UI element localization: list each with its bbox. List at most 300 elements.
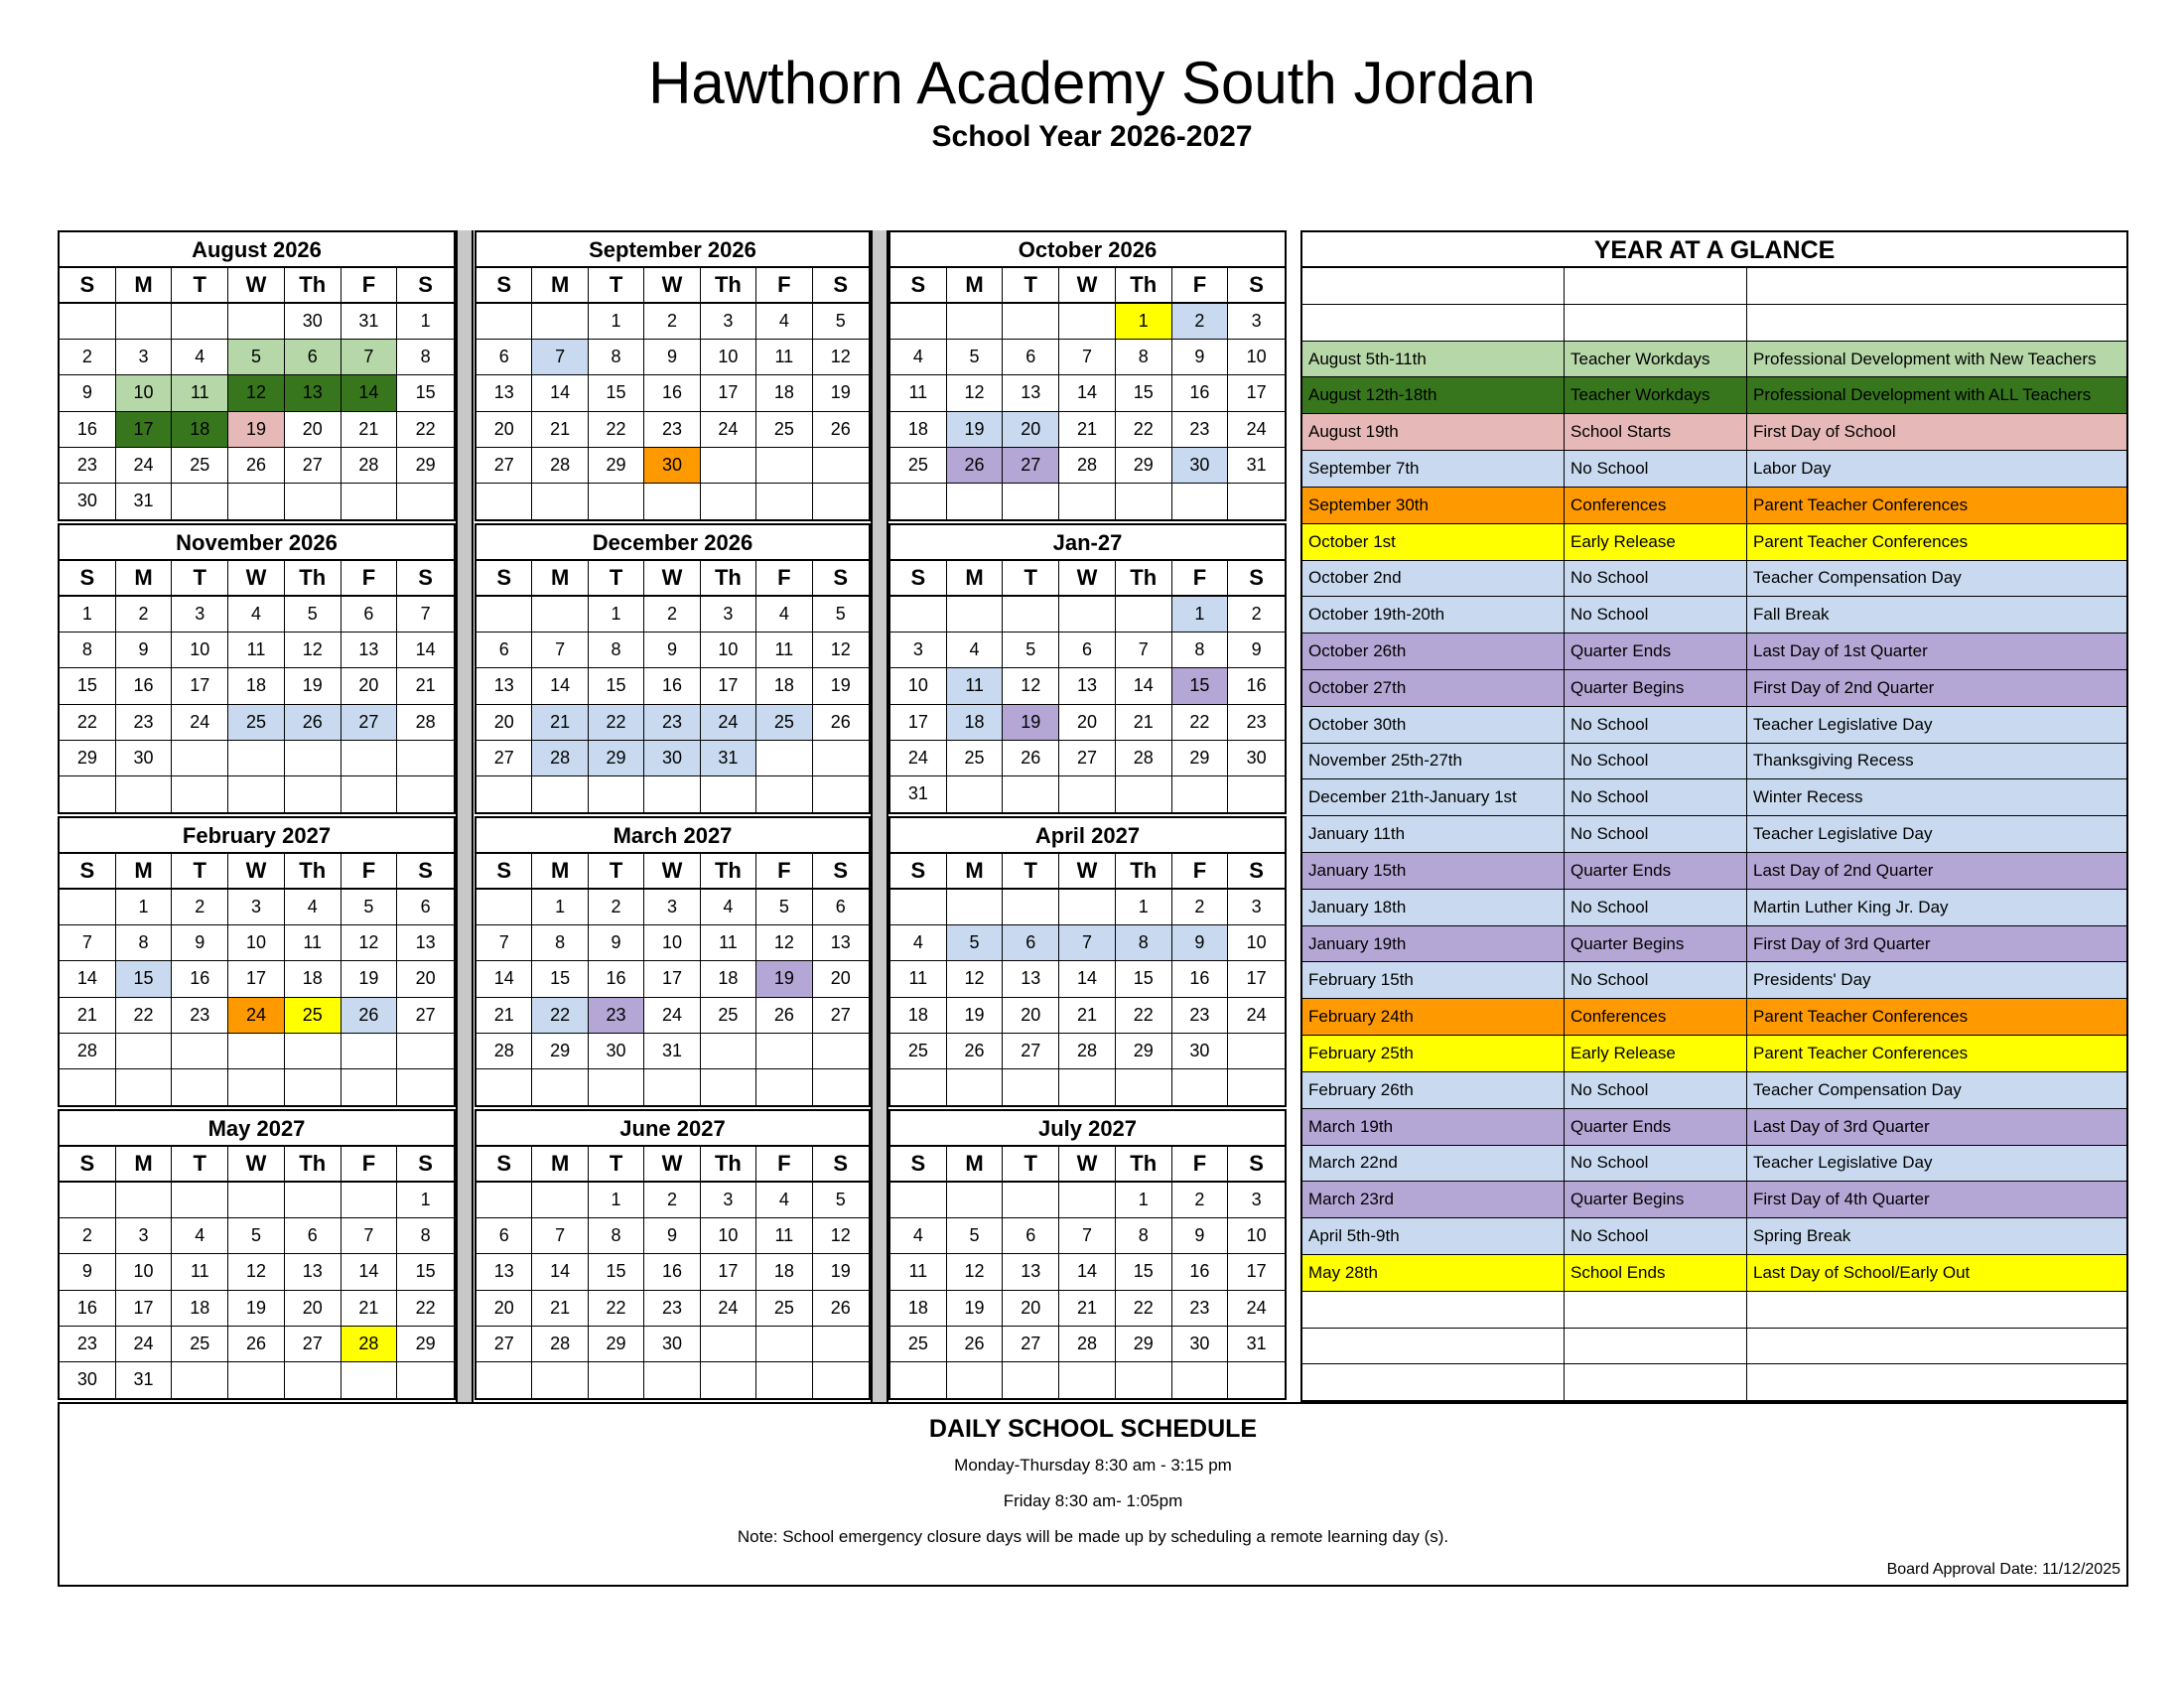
empty-day-cell (341, 1034, 398, 1069)
day-cell: 28 (1059, 1034, 1116, 1069)
weekday-header: Th (1116, 561, 1172, 597)
weekday-header: F (756, 1147, 812, 1183)
day-cell: 27 (477, 448, 532, 484)
month-calendar (888, 230, 1287, 521)
day-cell: 22 (1116, 412, 1172, 448)
empty-day-cell (172, 304, 228, 340)
weekday-header: S (477, 854, 532, 890)
empty-day-cell (116, 1034, 173, 1069)
empty-day-cell (397, 1034, 454, 1069)
month-title: March 2027 (477, 818, 869, 854)
glance-event-type: No School (1565, 597, 1747, 633)
glance-date: March 22nd (1302, 1146, 1565, 1182)
day-cell: 8 (397, 1218, 454, 1254)
day-cell: 26 (285, 705, 341, 741)
day-cell: 2 (60, 1218, 116, 1254)
day-cell: 20 (477, 1291, 532, 1327)
day-cell: 2 (644, 1183, 700, 1218)
day-cell: 8 (589, 340, 644, 375)
day-cell: 14 (1116, 668, 1172, 704)
glance-description: Fall Break (1753, 605, 1830, 625)
weekday-header: Th (285, 1147, 341, 1183)
empty-day-cell (172, 741, 228, 776)
day-cell: 4 (228, 597, 285, 633)
day-cell: 30 (1172, 1034, 1229, 1069)
day-cell: 18 (756, 1254, 812, 1290)
day-cell: 17 (1228, 375, 1285, 411)
day-cell: 30 (60, 1362, 116, 1398)
glance-date (1302, 1292, 1565, 1328)
empty-day-cell (341, 1183, 398, 1218)
day-cell: 6 (1003, 1218, 1059, 1254)
empty-day-cell (1228, 1362, 1285, 1398)
empty-day-cell (644, 776, 700, 812)
day-cell: 7 (1059, 1218, 1116, 1254)
weekday-header: Th (285, 854, 341, 890)
day-cell: 15 (397, 375, 454, 411)
empty-day-cell (60, 890, 116, 925)
empty-day-cell (589, 1362, 644, 1398)
day-cell: 14 (60, 961, 116, 997)
day-cell: 16 (60, 1291, 116, 1327)
day-cell: 22 (397, 412, 454, 448)
day-cell: 4 (890, 925, 947, 961)
day-cell: 25 (756, 412, 812, 448)
empty-day-cell (172, 1183, 228, 1218)
day-cell: 24 (701, 412, 756, 448)
month-title: June 2027 (477, 1111, 869, 1147)
glance-event-type: No School (1565, 451, 1747, 487)
day-cell: 29 (1116, 1034, 1172, 1069)
day-cell: 30 (60, 484, 116, 519)
empty-day-cell (228, 741, 285, 776)
day-cell: 1 (116, 890, 173, 925)
glance-description: Professional Development with ALL Teachers (1753, 385, 2092, 405)
day-cell: 13 (477, 375, 532, 411)
weekday-header: T (1003, 268, 1059, 304)
day-cell: 13 (1003, 961, 1059, 997)
empty-day-cell (60, 1183, 116, 1218)
day-cell: 12 (341, 925, 398, 961)
day-cell: 12 (756, 925, 812, 961)
weekday-header: Th (285, 268, 341, 304)
weekday-header: T (589, 561, 644, 597)
day-cell: 9 (1172, 340, 1229, 375)
day-cell: 16 (1172, 1254, 1229, 1290)
day-cell: 25 (890, 1034, 947, 1069)
weekday-header: S (397, 561, 454, 597)
day-cell: 18 (228, 668, 285, 704)
day-cell: 24 (701, 1291, 756, 1327)
glance-date: September 30th (1302, 488, 1565, 523)
day-cell: 24 (1228, 412, 1285, 448)
day-cell: 4 (756, 1183, 812, 1218)
day-cell: 7 (341, 1218, 398, 1254)
empty-day-cell (477, 1362, 532, 1398)
empty-day-cell (228, 484, 285, 519)
day-cell: 5 (756, 890, 812, 925)
day-cell: 17 (1228, 961, 1285, 997)
glance-date: February 24th (1302, 999, 1565, 1035)
month-day-grid (60, 1147, 454, 1398)
empty-day-cell (756, 776, 812, 812)
day-cell: 8 (532, 925, 588, 961)
day-cell: 10 (701, 340, 756, 375)
weekday-header: W (1059, 1147, 1116, 1183)
month-day-grid (890, 561, 1285, 812)
day-cell: 21 (1059, 1291, 1116, 1327)
day-cell: 10 (644, 925, 700, 961)
empty-day-cell (890, 1069, 947, 1105)
weekday-header: S (813, 854, 869, 890)
day-cell: 14 (1059, 375, 1116, 411)
glance-date: May 28th (1302, 1255, 1565, 1291)
day-cell: 13 (1003, 1254, 1059, 1290)
day-cell: 28 (532, 1327, 588, 1362)
glance-event-type: Quarter Begins (1565, 1182, 1747, 1217)
month-calendar (58, 230, 456, 521)
weekday-header: W (228, 268, 285, 304)
empty-day-cell (701, 1069, 756, 1105)
day-cell: 29 (1172, 741, 1229, 776)
day-cell: 23 (644, 705, 700, 741)
day-cell: 21 (477, 998, 532, 1034)
day-cell: 24 (701, 705, 756, 741)
weekday-header: Th (1116, 1147, 1172, 1183)
day-cell: 19 (228, 1291, 285, 1327)
day-cell: 15 (1116, 961, 1172, 997)
day-cell: 5 (341, 890, 398, 925)
day-cell: 10 (701, 1218, 756, 1254)
glance-description: First Day of 2nd Quarter (1753, 677, 1935, 697)
weekday-header: Th (701, 1147, 756, 1183)
weekday-header: F (756, 268, 812, 304)
day-cell: 27 (1059, 741, 1116, 776)
day-cell: 1 (589, 304, 644, 340)
day-cell: 5 (813, 304, 869, 340)
day-cell: 23 (60, 448, 116, 484)
glance-description: Last Day of School/Early Out (1753, 1262, 1971, 1282)
day-cell: 18 (172, 1291, 228, 1327)
day-cell: 4 (890, 1218, 947, 1254)
day-cell: 8 (116, 925, 173, 961)
day-cell: 5 (228, 340, 285, 375)
weekday-header: M (116, 561, 173, 597)
empty-day-cell (1228, 484, 1285, 519)
day-cell: 25 (701, 998, 756, 1034)
month-day-grid (60, 561, 454, 812)
empty-day-cell (172, 1069, 228, 1105)
day-cell: 24 (116, 448, 173, 484)
day-cell: 14 (1059, 961, 1116, 997)
day-cell: 5 (947, 1218, 1004, 1254)
glance-row (1302, 999, 2126, 1036)
empty-day-cell (228, 304, 285, 340)
day-cell: 10 (116, 375, 173, 411)
day-cell: 31 (116, 484, 173, 519)
day-cell: 7 (1059, 925, 1116, 961)
day-cell: 3 (1228, 304, 1285, 340)
empty-day-cell (813, 1069, 869, 1105)
glance-event-type (1565, 1292, 1747, 1328)
glance-row (1302, 744, 2126, 780)
page-subtitle: School Year 2026-2027 (931, 120, 1253, 153)
day-cell: 28 (1059, 1327, 1116, 1362)
day-cell: 19 (756, 961, 812, 997)
month-title: July 2027 (890, 1111, 1285, 1147)
glance-date: February 25th (1302, 1036, 1565, 1071)
weekday-header: Th (701, 854, 756, 890)
day-cell: 5 (813, 597, 869, 633)
day-cell: 25 (228, 705, 285, 741)
empty-day-cell (890, 890, 947, 925)
empty-day-cell (890, 304, 947, 340)
weekday-header: T (172, 854, 228, 890)
day-cell: 12 (947, 1254, 1004, 1290)
day-cell: 6 (1003, 925, 1059, 961)
glance-event-type: No School (1565, 1146, 1747, 1182)
day-cell: 14 (532, 375, 588, 411)
weekday-header: T (589, 268, 644, 304)
day-cell: 10 (116, 1254, 173, 1290)
glance-event-type: Quarter Ends (1565, 853, 1747, 889)
page-title: Hawthorn Academy South Jordan (648, 50, 1536, 116)
day-cell: 16 (172, 961, 228, 997)
glance-date: January 18th (1302, 890, 1565, 925)
day-cell: 21 (1116, 705, 1172, 741)
weekday-header: Th (1116, 268, 1172, 304)
glance-row (1302, 268, 2126, 305)
day-cell: 3 (701, 597, 756, 633)
empty-day-cell (397, 776, 454, 812)
day-cell: 5 (947, 340, 1004, 375)
day-cell: 21 (341, 1291, 398, 1327)
day-cell: 25 (172, 1327, 228, 1362)
day-cell: 6 (477, 1218, 532, 1254)
empty-day-cell (1172, 1362, 1229, 1398)
day-cell: 13 (813, 925, 869, 961)
day-cell: 30 (116, 741, 173, 776)
glance-event-type: Quarter Begins (1565, 926, 1747, 962)
day-cell: 14 (532, 1254, 588, 1290)
day-cell: 3 (701, 1183, 756, 1218)
weekday-header: T (1003, 561, 1059, 597)
day-cell: 26 (1003, 741, 1059, 776)
glance-date: October 2nd (1302, 561, 1565, 597)
empty-day-cell (1172, 1069, 1229, 1105)
glance-event-type (1565, 305, 1747, 341)
day-cell: 26 (228, 1327, 285, 1362)
day-cell: 1 (1116, 304, 1172, 340)
month-calendar (58, 816, 456, 1107)
day-cell: 5 (1003, 633, 1059, 668)
day-cell: 16 (1172, 961, 1229, 997)
empty-day-cell (756, 1362, 812, 1398)
day-cell: 3 (890, 633, 947, 668)
glance-description: Last Day of 2nd Quarter (1753, 860, 1934, 880)
day-cell: 23 (1172, 998, 1229, 1034)
day-cell: 24 (228, 998, 285, 1034)
month-title: December 2026 (477, 525, 869, 561)
glance-row (1302, 707, 2126, 744)
day-cell: 7 (60, 925, 116, 961)
day-cell: 28 (532, 448, 588, 484)
month-calendar (58, 1109, 456, 1400)
day-cell: 13 (477, 668, 532, 704)
empty-day-cell (477, 1069, 532, 1105)
day-cell: 14 (477, 961, 532, 997)
day-cell: 13 (397, 925, 454, 961)
day-cell: 8 (1116, 1218, 1172, 1254)
weekday-header: F (1172, 854, 1229, 890)
month-title: Jan-27 (890, 525, 1285, 561)
day-cell: 31 (341, 304, 398, 340)
day-cell: 11 (890, 961, 947, 997)
day-cell: 24 (116, 1327, 173, 1362)
day-cell: 26 (756, 998, 812, 1034)
glance-date: April 5th-9th (1302, 1218, 1565, 1254)
weekday-header: W (644, 268, 700, 304)
glance-event-type (1565, 1329, 1747, 1364)
glance-date: August 5th-11th (1302, 342, 1565, 377)
glance-event-type: No School (1565, 779, 1747, 815)
day-cell: 13 (285, 375, 341, 411)
day-cell: 3 (701, 304, 756, 340)
day-cell: 19 (947, 998, 1004, 1034)
month-calendar (888, 523, 1287, 814)
month-day-grid (477, 268, 869, 519)
weekday-header: T (589, 1147, 644, 1183)
glance-description: Martin Luther King Jr. Day (1753, 897, 1949, 916)
weekday-header: S (890, 268, 947, 304)
empty-day-cell (947, 597, 1004, 633)
schedule-friday: Friday 8:30 am- 1:05pm (1003, 1491, 1183, 1510)
empty-day-cell (1116, 1362, 1172, 1398)
day-cell: 5 (947, 925, 1004, 961)
day-cell: 11 (172, 375, 228, 411)
weekday-header: F (756, 561, 812, 597)
glance-description: Labor Day (1753, 458, 1832, 478)
day-cell: 15 (589, 668, 644, 704)
day-cell: 11 (947, 668, 1004, 704)
glance-row (1302, 1364, 2126, 1400)
day-cell: 17 (116, 412, 173, 448)
day-cell: 16 (589, 961, 644, 997)
day-cell: 19 (285, 668, 341, 704)
empty-day-cell (813, 484, 869, 519)
day-cell: 25 (947, 741, 1004, 776)
month-title: April 2027 (890, 818, 1285, 854)
glance-date: October 27th (1302, 670, 1565, 706)
day-cell: 16 (644, 375, 700, 411)
empty-day-cell (532, 1183, 588, 1218)
day-cell: 14 (341, 375, 398, 411)
day-cell: 2 (644, 597, 700, 633)
weekday-header: S (60, 561, 116, 597)
weekday-header: M (532, 561, 588, 597)
day-cell: 1 (532, 890, 588, 925)
day-cell: 29 (589, 741, 644, 776)
day-cell: 19 (813, 375, 869, 411)
month-calendar (58, 523, 456, 814)
month-title: February 2027 (60, 818, 454, 854)
day-cell: 12 (813, 1218, 869, 1254)
weekday-header: S (477, 561, 532, 597)
day-cell: 6 (813, 890, 869, 925)
weekday-header: S (60, 854, 116, 890)
day-cell: 9 (60, 375, 116, 411)
day-cell: 8 (60, 633, 116, 668)
empty-day-cell (890, 597, 947, 633)
day-cell: 25 (756, 1291, 812, 1327)
empty-day-cell (701, 776, 756, 812)
day-cell: 15 (1116, 1254, 1172, 1290)
weekday-header: Th (1116, 854, 1172, 890)
day-cell: 6 (285, 340, 341, 375)
glance-row (1302, 633, 2126, 670)
glance-date: October 26th (1302, 633, 1565, 669)
weekday-header: M (116, 854, 173, 890)
day-cell: 11 (756, 633, 812, 668)
day-cell: 7 (532, 1218, 588, 1254)
day-cell: 10 (1228, 925, 1285, 961)
glance-row (1302, 451, 2126, 488)
empty-day-cell (341, 741, 398, 776)
glance-row (1302, 561, 2126, 598)
day-cell: 3 (116, 340, 173, 375)
empty-day-cell (644, 1069, 700, 1105)
day-cell: 27 (1003, 1327, 1059, 1362)
empty-day-cell (890, 484, 947, 519)
glance-date: October 1st (1302, 524, 1565, 560)
day-cell: 29 (1116, 448, 1172, 484)
weekday-header: F (1172, 561, 1229, 597)
day-cell: 9 (644, 633, 700, 668)
weekday-header: F (341, 561, 398, 597)
day-cell: 31 (701, 741, 756, 776)
day-cell: 29 (397, 448, 454, 484)
glance-row (1302, 377, 2126, 414)
weekday-header: W (1059, 268, 1116, 304)
glance-date (1302, 1364, 1565, 1400)
day-cell: 11 (756, 340, 812, 375)
day-cell: 29 (1116, 1327, 1172, 1362)
day-cell: 2 (1172, 1183, 1229, 1218)
day-cell: 24 (1228, 1291, 1285, 1327)
empty-day-cell (947, 1183, 1004, 1218)
month-calendar (888, 816, 1287, 1107)
day-cell: 26 (813, 705, 869, 741)
weekday-header: W (644, 561, 700, 597)
day-cell: 30 (589, 1034, 644, 1069)
glance-event-type: No School (1565, 962, 1747, 998)
day-cell: 17 (116, 1291, 173, 1327)
day-cell: 7 (1059, 340, 1116, 375)
glance-event-type: Teacher Workdays (1565, 377, 1747, 413)
empty-day-cell (60, 776, 116, 812)
day-cell: 4 (756, 304, 812, 340)
day-cell: 23 (644, 412, 700, 448)
glance-row (1302, 524, 2126, 561)
month-day-grid (477, 1147, 869, 1398)
glance-row (1302, 1036, 2126, 1072)
glance-date: October 30th (1302, 707, 1565, 743)
empty-day-cell (477, 776, 532, 812)
day-cell: 19 (341, 961, 398, 997)
empty-day-cell (701, 1362, 756, 1398)
empty-day-cell (228, 1034, 285, 1069)
empty-day-cell (116, 1183, 173, 1218)
